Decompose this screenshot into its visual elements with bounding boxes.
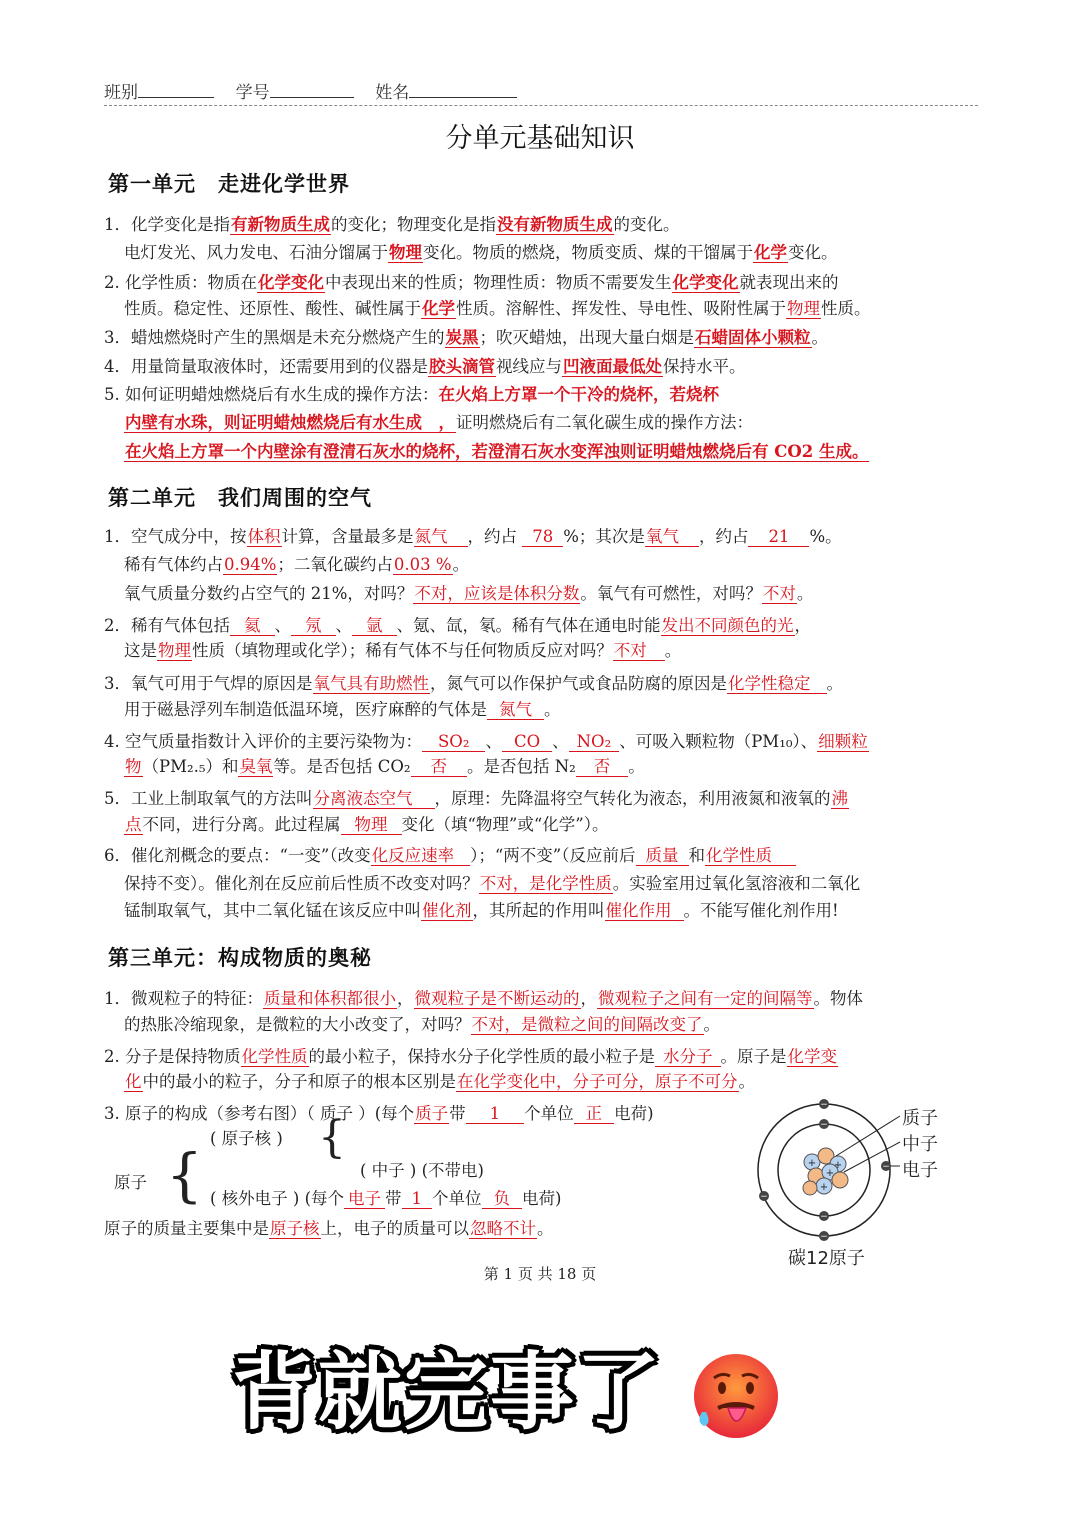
answer: 石蜡固体小颗粒: [695, 328, 811, 347]
text: 、可吸入颗粒物（PM₁₀）、: [619, 732, 818, 751]
text: 。: [738, 1072, 755, 1091]
atom-caption: 碳12原子: [788, 1248, 865, 1269]
answer: 不对: [613, 641, 665, 661]
text: 带: [449, 1104, 466, 1123]
text: 这是: [124, 641, 157, 660]
text: 个单位: [432, 1189, 482, 1208]
unit2-line13: [124, 873, 860, 895]
answer: 1: [466, 1104, 525, 1124]
text: 。不能写催化剂作用!: [683, 901, 839, 920]
text: 性质。: [821, 299, 871, 318]
text: ，约占: [698, 527, 749, 546]
caption-text: 背就完事了: [232, 1343, 663, 1441]
text: 就表现出来的: [739, 273, 839, 292]
hot-face-emoji-icon: [688, 1348, 784, 1444]
answer: 有新物质生成: [231, 215, 330, 234]
text: 。: [537, 1219, 554, 1238]
text: ）；“两不变”（反应前后: [470, 846, 636, 865]
unit2-line4: [104, 615, 811, 637]
inner-brace: {: [318, 1112, 346, 1163]
text: 2. 化学性质：物质在: [104, 273, 257, 292]
text: 3．蜡烛燃烧时产生的黑烟是未充分燃烧产生的: [104, 328, 445, 347]
atom-label: 原子: [114, 1173, 147, 1192]
text: 等。是否包括 CO₂: [273, 757, 411, 776]
text: 稀有气体约占: [124, 555, 223, 574]
answer: 物理: [341, 815, 402, 835]
text: 的变化。: [613, 215, 680, 234]
text: 的最小粒子，保持水分子化学性质的最小粒子是: [308, 1047, 655, 1066]
answer: 微观粒子是不断运动的: [414, 989, 580, 1008]
text: 4. 空气质量指数计入评价的主要污染物为：: [104, 732, 422, 751]
nucleus: [803, 1148, 848, 1195]
page-footer: 第 1 页 共 18 页: [483, 1265, 597, 1283]
answer: 0.94%: [224, 555, 277, 574]
answer: 没有新物质生成: [497, 215, 613, 234]
unit2-line9: [124, 756, 645, 778]
text: 3. 原子的构成（参考右图）（ 质子 ）(每个: [104, 1104, 415, 1123]
answer: 78: [522, 527, 563, 547]
text: 。: [703, 1015, 720, 1034]
answer: 不对，应该是体积分数: [414, 584, 580, 603]
text: 中表现出来的性质；物理性质：物质不需要发生: [325, 273, 672, 292]
student-info-header: [104, 78, 978, 106]
unit3-line1: [104, 988, 863, 1010]
text: 和: [688, 846, 705, 865]
answer: 化学: [422, 299, 455, 318]
unit2-line5: [124, 640, 681, 662]
text: ，: [580, 989, 597, 1008]
text: 、: [274, 616, 291, 635]
svg-text:+: +: [825, 1168, 835, 1179]
answer: 否: [576, 757, 629, 777]
unit3-line5: [104, 1103, 654, 1125]
text: ，其所起的作用叫: [472, 901, 605, 920]
answer: 化反应速率: [371, 846, 471, 866]
unit2-line2: [124, 554, 469, 576]
id-label: 学号: [235, 83, 270, 103]
answer: 在火焰上方罩一个内壁涂有澄清石灰水的烧杯，若澄清石灰水变浑浊则证明蜡烛燃烧后有 CO2 生成。: [125, 442, 869, 461]
svg-text:−: −: [820, 1100, 828, 1110]
text: 电荷): [522, 1189, 562, 1208]
text: ，原理：先降温将空气转化为液态，利用液氮和液氧的: [434, 789, 831, 808]
answer: 21: [748, 527, 809, 547]
text: 5．工业上制取氧气的方法叫: [104, 789, 313, 808]
answer: 化学变化: [672, 273, 739, 292]
answer: 沸: [831, 789, 848, 808]
name-label: 姓名: [375, 83, 410, 103]
text: 、氪、氙，氡。稀有气体在通电时能: [396, 616, 661, 635]
text: ；吹灭蜡烛，出现大量白烟是: [479, 328, 694, 347]
answer: 凹液面最低处: [563, 357, 662, 376]
unit3-line10: [104, 1218, 554, 1240]
answer: 不对，是化学性质: [479, 874, 612, 893]
unit3-line4: [124, 1071, 755, 1093]
text: 带: [385, 1189, 402, 1208]
text: 原子的质量主要集中是: [104, 1219, 269, 1238]
answer: 氖: [291, 616, 336, 636]
svg-text:−: −: [760, 1192, 768, 1202]
text: 1．微观粒子的特征：: [104, 989, 263, 1008]
text: （PM₂.₅）和: [142, 757, 239, 776]
text: %。: [809, 527, 842, 546]
unit1-line5: [104, 327, 828, 349]
answer: 分离液态空气: [313, 789, 435, 809]
unit2-line12: [104, 845, 796, 867]
text: 2. 分子是保持物质: [104, 1047, 241, 1066]
class-blank: [138, 83, 214, 98]
text: 。: [796, 584, 814, 603]
neutron-label: 中子: [902, 1134, 938, 1155]
electron-line: [210, 1188, 561, 1210]
text: ，约占: [467, 527, 517, 546]
answer: 炭黑: [445, 328, 479, 347]
text: 、: [335, 616, 352, 635]
unit1-line7: [104, 384, 719, 406]
answer: 催化剂: [422, 901, 472, 920]
text: 锰制取氧气，其中二氧化锰在该反应中叫: [124, 901, 421, 920]
text: ，: [397, 989, 414, 1008]
text: 。物体: [813, 989, 863, 1008]
text: 性质（填物理或化学）；稀有气体不与任何物质反应对吗？: [192, 641, 613, 660]
answer: 微观粒子之间有一定的间隔等: [598, 989, 813, 1008]
unit2-line6: [104, 673, 843, 695]
text: %；其次是: [563, 527, 645, 546]
answer: 在火焰上方罩一个干冷的烧杯，若烧杯: [438, 385, 719, 404]
text: 个单位: [524, 1104, 574, 1123]
unit1-line9: [124, 441, 869, 463]
answer: 催化作用: [605, 901, 684, 921]
unit1-line4: [124, 298, 871, 320]
text: ( 核外电子 ) (每个: [210, 1189, 345, 1208]
unit1-line6: [104, 356, 746, 378]
unit1-line1: [104, 214, 680, 236]
answer: SO₂: [422, 732, 485, 752]
svg-text:−: −: [882, 1162, 890, 1172]
text: 中的最小的粒子，分子和原子的根本区别是: [142, 1072, 456, 1091]
unit2-line14: [124, 900, 839, 922]
text: 1．化学变化是指: [104, 215, 230, 234]
answer: 在化学变化中，分子可分，原子不可分: [457, 1072, 738, 1091]
text: 变化。: [788, 243, 838, 262]
answer: 氦: [230, 616, 275, 636]
answer: 点: [125, 815, 142, 834]
answer: 化: [125, 1072, 142, 1091]
text: 。: [628, 757, 645, 776]
answer: 氧气: [645, 527, 699, 547]
class-label: 班别: [104, 83, 138, 103]
text: 计算，含量最多是: [281, 527, 414, 546]
unit3-heading: 第三单元：构成物质的奥秘: [108, 945, 372, 970]
text: 。是否包括 N₂: [467, 757, 576, 776]
text: 。: [811, 328, 828, 347]
nucleus-label: ( 原子核 ): [210, 1129, 283, 1148]
text: 。氧气有可燃性，对吗？: [580, 584, 762, 603]
answer: 否: [411, 757, 468, 777]
answer: 氩: [352, 616, 397, 636]
text: 。: [826, 674, 843, 693]
answer: 物: [125, 757, 142, 776]
text: 、: [485, 732, 502, 751]
unit1-line3: [104, 272, 839, 294]
text: 的热胀冷缩现象，是微粒的大小改变了，对吗？: [124, 1015, 471, 1034]
unit1-line2: [124, 242, 838, 264]
unit1-line8: [124, 412, 753, 434]
answer: 物理: [158, 641, 191, 660]
answer: 细颗粒: [818, 732, 868, 751]
answer: 氧气具有助燃性: [313, 674, 429, 693]
text: 、: [552, 732, 569, 751]
text: 性质。溶解性、挥发性、导电性、吸附性属于: [456, 299, 786, 318]
unit2-heading: 第二单元 我们周围的空气: [108, 485, 372, 510]
answer: NO₂: [569, 732, 620, 752]
answer: 质量和体积都很小: [264, 989, 396, 1008]
answer: 电子: [344, 1189, 385, 1209]
unit2-line10: [104, 788, 849, 810]
unit1-heading: 第一单元 走进化学世界: [108, 171, 350, 196]
text: 。: [664, 641, 682, 660]
text: 保持不变）。催化剂在反应前后性质不改变对吗？: [124, 874, 479, 893]
answer: 不对，是微粒之间的间隔改变了: [471, 1015, 703, 1034]
answer: 胶头滴管: [429, 357, 495, 376]
neutron-line: ( 中子 ) (不带电): [360, 1161, 484, 1180]
text: 3．氧气可用于气焊的原因是: [104, 674, 313, 693]
neutron-pointer: [844, 1142, 900, 1172]
answer: 物理: [787, 299, 820, 318]
svg-text:−: −: [820, 1120, 828, 1130]
answer: 1: [402, 1189, 433, 1209]
svg-text:+: +: [807, 1158, 817, 1169]
text: ，: [794, 616, 811, 635]
text: 。原子是: [720, 1047, 787, 1066]
answer: 质子: [415, 1104, 449, 1123]
answer: 不对: [762, 584, 796, 603]
answer: 内壁有水珠，则证明蜡烛燃烧后有水生成 ，: [125, 413, 455, 432]
svg-text:−: −: [820, 1212, 828, 1222]
text: 。实验室用过氧化氢溶液和二氧化: [612, 874, 861, 893]
answer: 氮气: [487, 700, 544, 720]
answer: 体积: [247, 527, 281, 546]
answer: 负: [482, 1189, 523, 1209]
text: 6．催化剂概念的要点：“一变”（改变: [104, 846, 371, 865]
electron-label: 电子: [902, 1160, 938, 1181]
answer: 化学性稳定: [727, 674, 827, 694]
text: 变化（填“物理”或“化学”）。: [401, 815, 609, 834]
proton-label: 质子: [902, 1108, 938, 1129]
unit3-line3: [104, 1046, 838, 1068]
answer: 水分子: [655, 1047, 721, 1067]
answer: 0.03 %: [393, 555, 452, 574]
unit3-line2: [124, 1014, 720, 1036]
text: 5. 如何证明蜡烛燃烧后有水生成的操作方法：: [104, 385, 439, 404]
answer: 氮气: [414, 527, 468, 547]
text: ；二氧化碳约占: [277, 555, 393, 574]
page-title: 分单元基础知识: [445, 123, 635, 154]
answer: CO: [502, 732, 552, 752]
text: 。: [452, 555, 470, 574]
unit2-line8: [104, 731, 869, 753]
svg-text:+: +: [833, 1160, 843, 1171]
answer: 化学性质: [705, 846, 796, 866]
unit2-line11: [124, 814, 609, 836]
answer: 物理: [389, 243, 422, 262]
outer-brace: {: [166, 1141, 203, 1209]
text: ，氮气可以作保护气或食品防腐的原因是: [430, 674, 727, 693]
answer: 化学变化: [258, 273, 324, 292]
answer: 正: [574, 1104, 615, 1124]
text: 1．空气成分中，按: [104, 527, 247, 546]
answer: 化学变: [787, 1047, 837, 1066]
unit2-line3: [124, 583, 813, 605]
text: 证明燃烧后有二氧化碳生成的操作方法：: [456, 413, 753, 432]
text: 4．用量筒量取液体时，还需要用到的仪器是: [104, 357, 428, 376]
svg-text:+: +: [819, 1182, 829, 1193]
text: 性质。稳定性、还原性、酸性、碱性属于: [124, 299, 421, 318]
svg-text:−: −: [820, 1232, 828, 1242]
name-blank: [409, 83, 517, 98]
text: 用于磁悬浮列车制造低温环境，医疗麻醉的气体是: [124, 700, 487, 719]
answer: 发出不同颜色的光: [661, 616, 794, 635]
id-blank: [270, 83, 354, 98]
text: 不同，进行分离。此过程属: [142, 815, 341, 834]
text: 电灯发光、风力发电、石油分馏属于: [124, 243, 388, 262]
text: 2．稀有气体包括: [104, 616, 230, 635]
text: 的变化；物理变化是指: [331, 215, 496, 234]
text: 视线应与: [496, 357, 562, 376]
text: 。: [544, 700, 561, 719]
answer: 忽略不计: [470, 1219, 536, 1238]
answer: 质量: [636, 846, 689, 866]
text: 电荷): [614, 1104, 654, 1123]
unit2-line1: [104, 526, 842, 548]
text: 保持水平。: [663, 357, 746, 376]
proton-pointer: [836, 1116, 900, 1156]
answer: 臭氧: [239, 757, 273, 776]
answer: 化学: [754, 243, 787, 262]
text: 变化。物质的燃烧，物质变质、煤的干馏属于: [423, 243, 753, 262]
unit2-line7: [124, 699, 561, 721]
text: 上，电子的质量可以: [320, 1219, 469, 1238]
answer: 化学性质: [241, 1047, 308, 1066]
answer: 原子核: [270, 1219, 320, 1238]
text: 氧气质量分数约占空气的 21%，对吗？: [124, 584, 414, 603]
